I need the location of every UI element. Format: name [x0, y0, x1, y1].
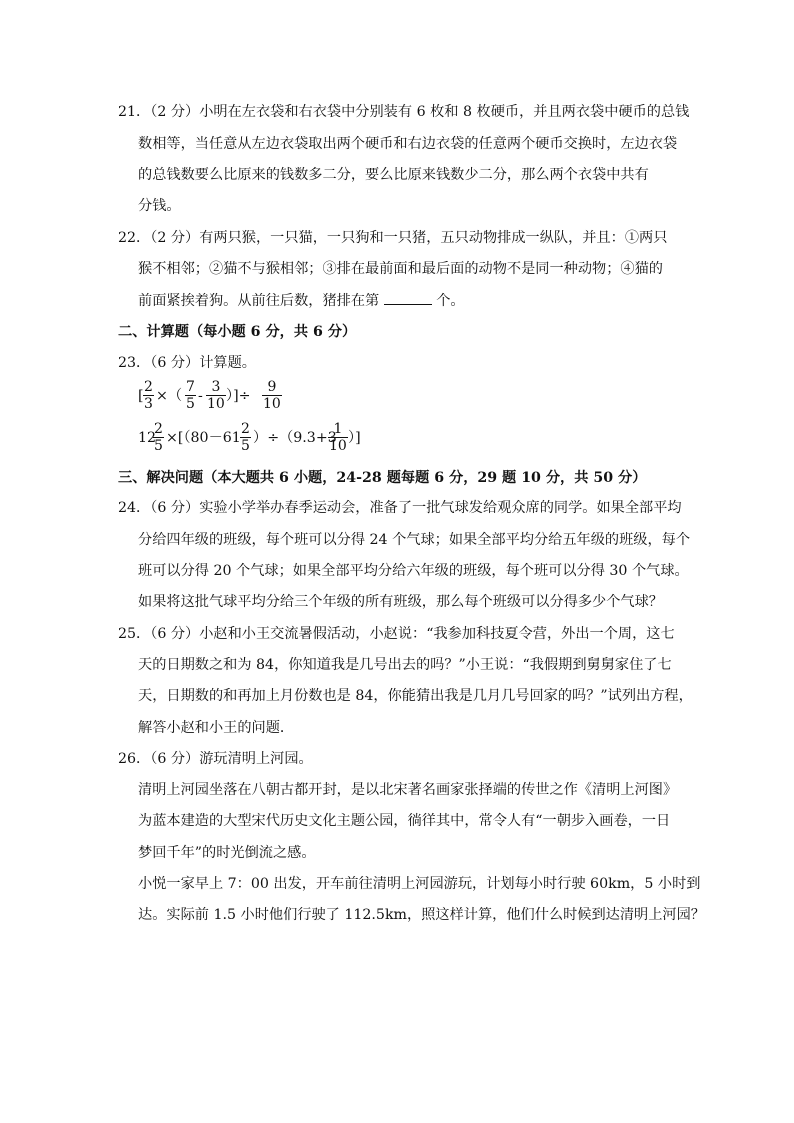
- e1-minus: -: [198, 388, 203, 404]
- q22-line-3-text: 前面紧挨着狗。从前往后数，猪排在第: [138, 293, 380, 309]
- q26-para-line-1: 清明上河园坐落在八朝古都开封，是以北宋著名画家张择端的传世之作《清明上河图》: [138, 782, 678, 798]
- e2-lead-number: 12: [138, 430, 157, 446]
- e1-close-divide: ）]÷: [226, 388, 251, 404]
- q24-line-3: 班可以分得 20 个气球；如果全部平均分给六年级的班级，每个班可以分得 30 个气球。: [138, 563, 689, 579]
- q24-line-4: 如果将这批气球平均分给三个年级的所有班级，那么每个班级可以分得多少个气球？: [138, 594, 663, 610]
- section-2-heading: 二、计算题（每小题 6 分，共 6 分）: [118, 324, 357, 340]
- q26-para-line-2: 为蓝本建造的大型宋代历史文化主题公园，徜徉其中，常令人有“一朝步入画卷，一日: [138, 813, 671, 829]
- e2-fraction-3: $\frac{1}{10}$: [329, 421, 347, 454]
- q24-line-2: 分给四年级的班级，每个班可以分得 24 个气球；如果全部平均分给五年级的班级，每个: [138, 532, 691, 548]
- e2-middle-2: ）÷（9.3+3: [253, 430, 337, 446]
- q21-line-1: 21．（2 分）小明在左衣袋和右衣袋中分别装有 6 枚和 8 枚硬币，并且两衣袋中硬币的总钱: [118, 104, 690, 120]
- q22-line-3: [138, 290, 465, 311]
- q26-para-line-4: 小悦一家早上 7：00 出发，开车前往清明上河园游玩，计划每小时行驶 60km，5 小时到: [138, 876, 701, 892]
- answer-blank: [384, 290, 432, 305]
- q24-line-1: 24．（6 分）实验小学举办春季运动会，准备了一批气球发给观众席的同学。如果全部平均: [118, 500, 682, 516]
- q26-line-1: 26．（6 分）游玩清明上河园。: [118, 751, 313, 767]
- e2-middle: ×[（80－61: [166, 430, 241, 446]
- q25-line-1: 25．（6 分）小赵和小王交流暑假活动，小赵说：“我参加科技夏令营，外出一个周，这七: [118, 626, 675, 642]
- q21-line-4: 分钱。: [138, 198, 181, 214]
- q26-para-line-5: 达。实际前 1.5 小时他们行驶了 112.5km，照这样计算，他们什么时候到达清明上河园？: [138, 907, 705, 923]
- q25-line-4: 解答小赵和小王的问题．: [138, 720, 295, 736]
- q22-line-1: 22．（2 分）有两只猴，一只猫，一只狗和一只猪，五只动物排成一纵队，并且：①两只: [118, 230, 668, 246]
- e1-fraction-1: $\frac{2}{3}$: [144, 379, 153, 412]
- q25-line-3: 天，日期数的和再加上月份数也是 84，你能猜出我是几月几号回家的吗？”试列出方程，: [138, 688, 693, 704]
- e2-fraction-1: $\frac{2}{5}$: [154, 421, 163, 454]
- e1-fraction-3: $\frac{3}{10}$: [207, 379, 225, 412]
- q26-para-line-3: 梦回千年”的时光倒流之感。: [138, 845, 316, 861]
- e1-open-bracket: [: [138, 388, 144, 404]
- section-3-heading: 三、解决问题（本大题共 6 小题，24-28 题每题 6 分，29 题 10 分，共 50 分）: [118, 470, 647, 486]
- q21-line-3: 的总钱数要么比原来的钱数多二分，要么比原来钱数少二分，那么两个衣袋中共有: [138, 167, 649, 183]
- q22-line-2: 猴不相邻；②猫不与猴相邻；③排在最前面和最后面的动物不是同一种动物；④猫的: [138, 261, 663, 277]
- e1-fraction-2: $\frac{7}{5}$: [186, 379, 195, 412]
- e2-fraction-2: $\frac{2}{5}$: [241, 421, 250, 454]
- q22-line-3-tail: 个。: [436, 293, 465, 309]
- e1-times-paren: ×（: [156, 388, 183, 404]
- e2-tail: ）]: [348, 430, 361, 446]
- q25-line-2: 天的日期数之和为 84，你知道我是几号出去的吗？”小王说：“我假期到舅舅家住了七: [138, 657, 672, 673]
- q21-line-2: 数相等，当任意从左边衣袋取出两个硬币和右边衣袋的任意两个硬币交换时，左边衣袋: [138, 136, 678, 152]
- e1-fraction-4: $\frac{9}{10}$: [263, 379, 281, 412]
- q23-intro: 23．（6 分）计算题。: [118, 355, 256, 371]
